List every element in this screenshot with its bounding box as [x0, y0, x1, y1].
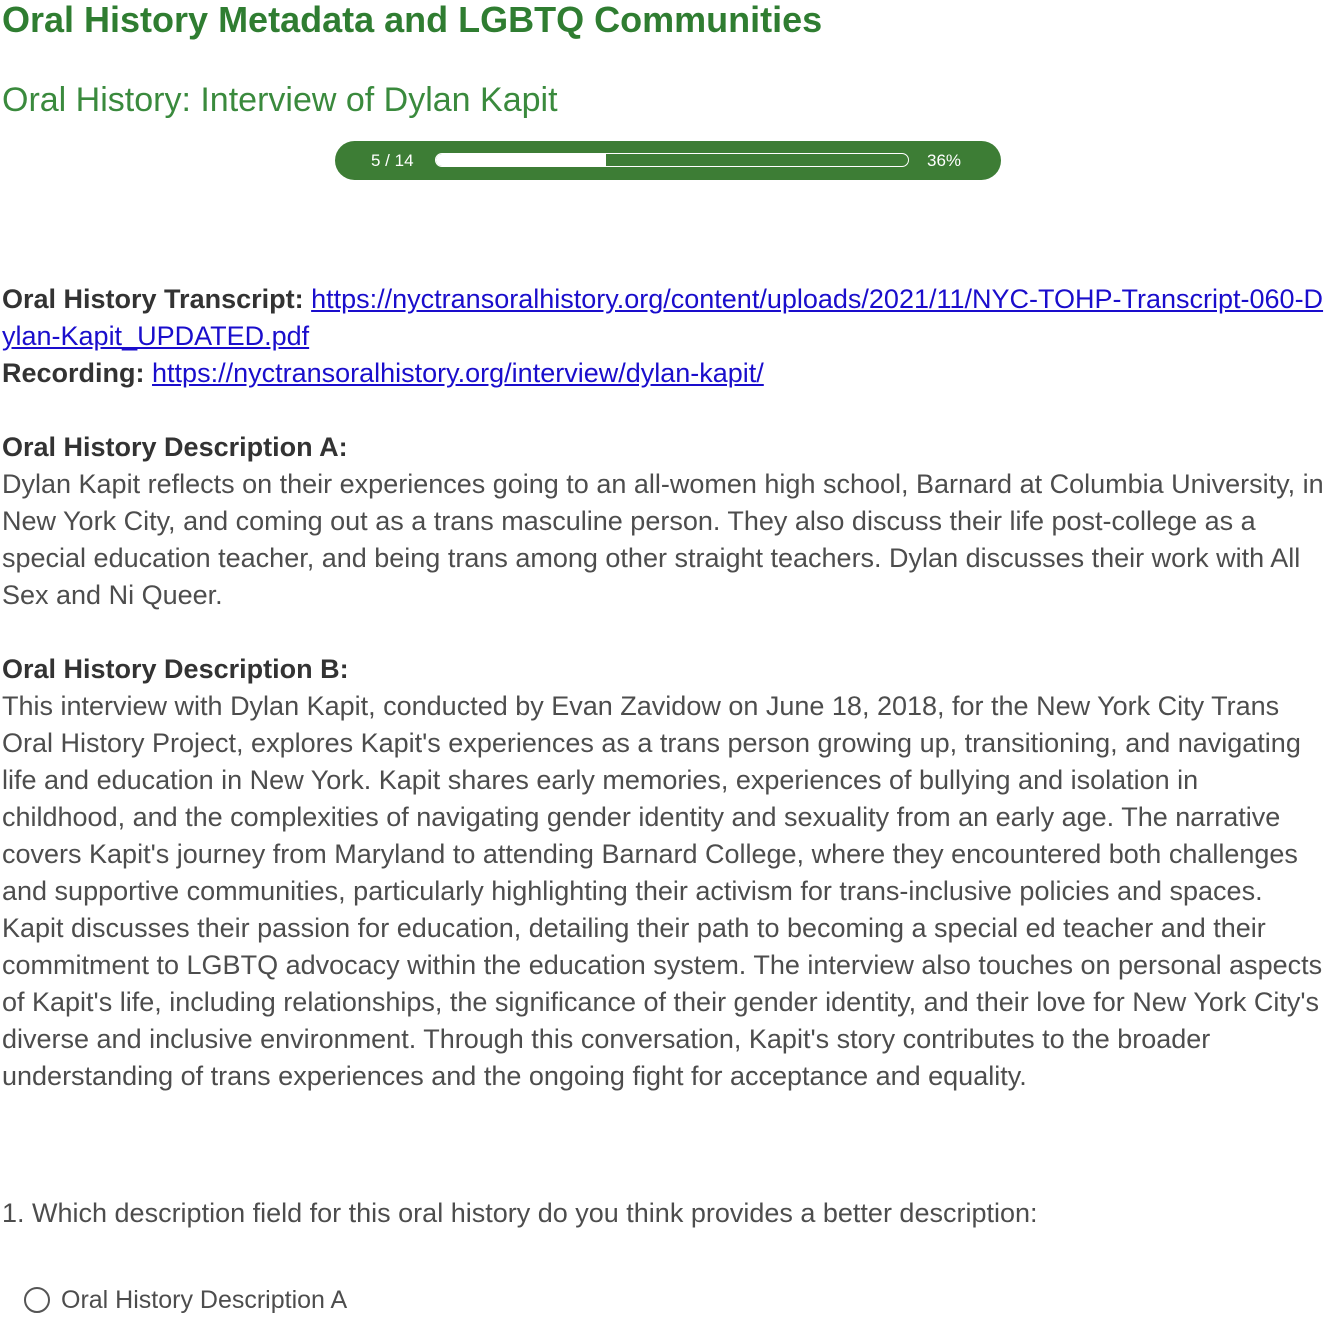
progress-percent: 36% [927, 151, 962, 170]
recording-row [2, 355, 1328, 392]
transcript-link[interactable]: https://nyctransoralhistory.org/content/uploads/2021/11/NYC-TOHP-Transcript-060-Dylan-Kapit_UPDATED.pdf [2, 284, 1324, 351]
option-label: Oral History Description A [61, 1285, 348, 1314]
progress-fill [436, 154, 606, 166]
description-b-text: This interview with Dylan Kapit, conducted by Evan Zavidow on June 18, 2018, for the New York City Trans Oral History Project, explores Kapit's experiences as a trans person growing up, transitioning, and navigating life and education in New York. Kapit shares early memories, experiences of bullying and isolation in childhood, and the complexities of navigating gender identity and sexuality from an early age. The narrative covers Kapit's journey from Maryland to attending Barnard College, where they encountered both challenges and supportive communities, particularly highlighting their activism for trans-inclusive policies and spaces. Kapit discusses their passion for education, detailing their path to becoming a special ed teacher and their commitment to LGBTQ advocacy within the education system. The interview also touches on personal aspects of Kapit's life, including relationships, the significance of their gender identity, and their love for New York City's diverse and inclusive environment. Through this conversation, Kapit's story contributes to the broader understanding of trans experiences and the ongoing fight for acceptance and equality. [2, 691, 1323, 1091]
recording-link[interactable]: https://nyctransoralhistory.org/interview/dylan-kapit/ [152, 358, 764, 388]
page-title: Oral History: Interview of Dylan Kapit [2, 81, 558, 119]
question-text: 1. Which description field for this oral history do you think provides a better description: [2, 1198, 1038, 1228]
description-a-text: Dylan Kapit reflects on their experiences going to an all-women high school, Barnard at Columbia University, in New York City, and coming out as a trans masculine person. They also discuss their life post-college as a special education teacher, and being trans among other straight teachers. Dylan discusses their work with All Sex and Ni Queer. [2, 469, 1324, 610]
oral-history-details [2, 281, 1328, 1095]
recording-label: Recording: [2, 358, 145, 388]
transcript-row [2, 281, 1328, 355]
progress-track [435, 153, 909, 167]
transcript-label: Oral History Transcript: [2, 284, 304, 314]
description-a-label: Oral History Description A: [2, 432, 348, 462]
progress-bar [335, 141, 1001, 180]
radio-circle-icon[interactable] [24, 1287, 50, 1313]
description-b-label: Oral History Description B: [2, 654, 349, 684]
option-description-a[interactable] [24, 1283, 347, 1317]
progress-count: 5 / 14 [371, 151, 414, 170]
survey-title: Oral History Metadata and LGBTQ Communities [2, 0, 823, 40]
